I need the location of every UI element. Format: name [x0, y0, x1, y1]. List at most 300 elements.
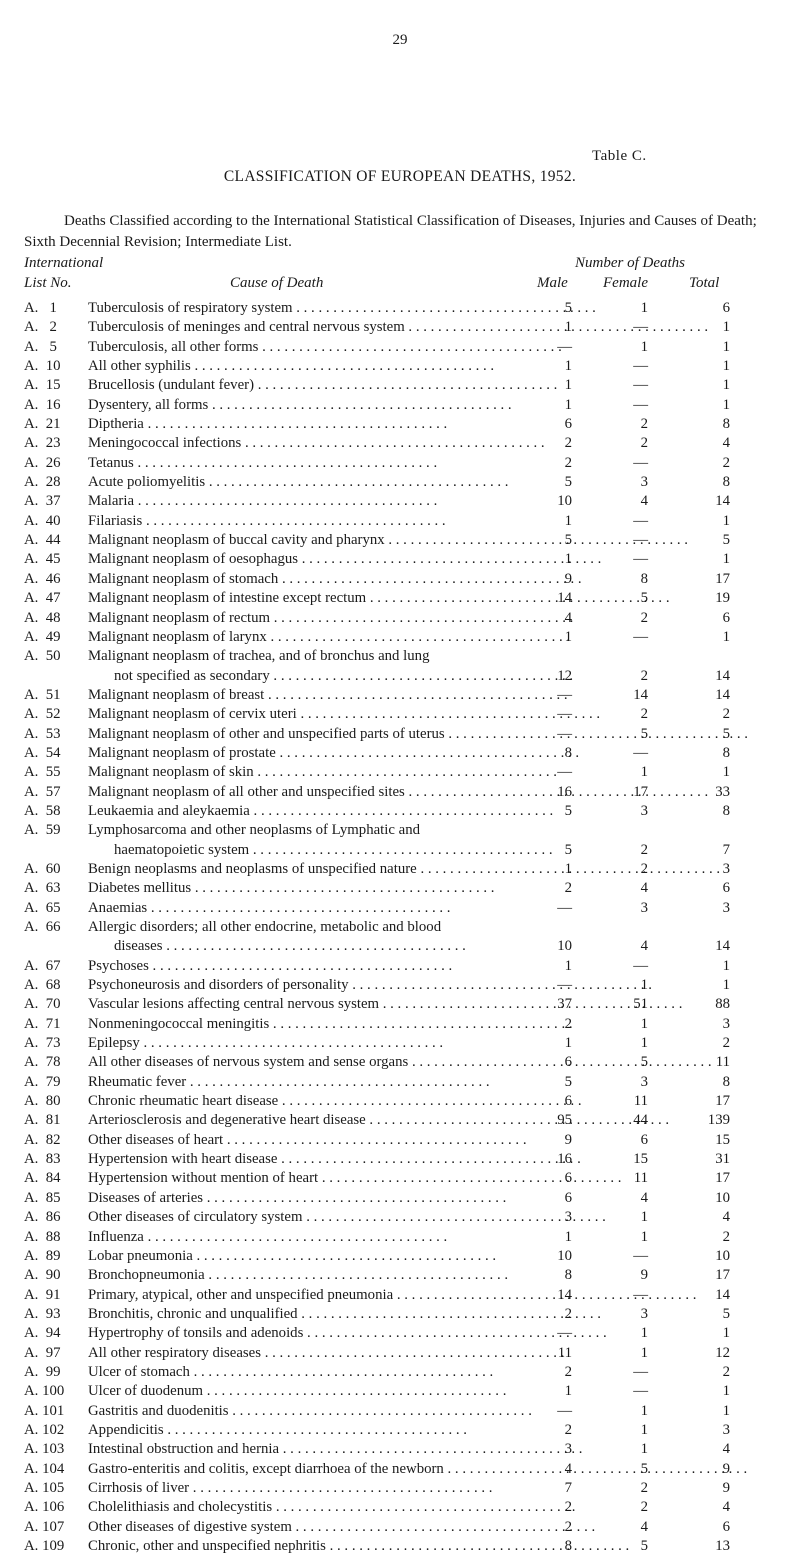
cause-of-death	[88, 628, 548, 647]
cause-text: Rheumatic fever . . .	[88, 1074, 490, 1090]
cause-of-death	[88, 434, 548, 453]
female-count: 5	[640, 590, 648, 607]
female-count: —	[633, 628, 648, 645]
female-count: 51	[633, 996, 648, 1013]
table-row	[0, 1034, 800, 1053]
cause-text: Allergic disorders; all other endocrine, metabolic and blood	[88, 919, 442, 935]
table-row	[0, 995, 800, 1014]
total-count: 5	[722, 725, 730, 742]
male-count: 1	[564, 957, 572, 974]
cause-text: Nonmeningococcal meningitis . . .	[88, 1016, 573, 1032]
total-count: 8	[722, 1073, 730, 1090]
table-row	[0, 628, 800, 647]
total-count: 1	[722, 551, 730, 568]
table-row	[0, 1150, 800, 1169]
list-number: A. 90	[24, 1267, 61, 1284]
cause-of-death	[88, 976, 548, 995]
cause-of-death	[88, 570, 548, 589]
female-count: 2	[640, 416, 648, 433]
total-count: 4	[722, 1209, 730, 1226]
intro-paragraph: Deaths Classified according to the International Statistical Classification of Diseases, Injuries and Causes of Death; Sixth Decennial Revision; Intermediate List.	[24, 213, 757, 250]
cause-of-death	[88, 1537, 548, 1556]
female-count: —	[633, 512, 648, 529]
list-number: A. 57	[24, 783, 61, 800]
male-count: 1	[564, 358, 572, 375]
cause-text: Epilepsy . . .	[88, 1035, 443, 1051]
female-count: 1	[640, 1325, 648, 1342]
cause-text: Malignant neoplasm of larynx . . .	[88, 629, 570, 645]
male-count: 3	[564, 1441, 572, 1458]
total-count: 14	[715, 686, 730, 703]
cause-of-death	[88, 1150, 548, 1169]
total-count: 3	[722, 899, 730, 916]
total-count: 8	[722, 802, 730, 819]
cause-text: Intestinal obstruction and hernia . . .	[88, 1441, 582, 1457]
cause-text: Acute poliomyelitis . . .	[88, 474, 508, 490]
cause-text: Bronchitis, chronic and unqualified . . .	[88, 1306, 601, 1322]
cause-text: Tuberculosis, all other forms . . .	[88, 339, 562, 355]
cause-of-death	[88, 1382, 548, 1401]
table-row	[0, 1324, 800, 1343]
cause-of-death	[88, 899, 548, 918]
male-count: 9	[564, 570, 572, 587]
cause-of-death	[88, 589, 548, 608]
table-row	[0, 783, 800, 802]
male-count: 14	[557, 590, 572, 607]
table-row	[0, 1402, 800, 1421]
table-row	[0, 1189, 800, 1208]
male-count: 2	[564, 454, 572, 471]
female-count: 4	[640, 1518, 648, 1535]
female-count: —	[633, 1383, 648, 1400]
total-count: 2	[722, 706, 730, 723]
list-number: A. 80	[24, 1093, 61, 1110]
total-count: 7	[722, 841, 730, 858]
list-number: A. 37	[24, 493, 61, 510]
female-count: —	[633, 319, 648, 336]
male-count: 1	[564, 628, 572, 645]
list-number: A. 40	[24, 512, 61, 529]
header-male: Male	[537, 275, 568, 291]
cause-of-death	[88, 473, 548, 492]
table-row	[0, 1092, 800, 1111]
male-count: —	[557, 338, 572, 355]
page-number: 29	[392, 32, 408, 48]
total-count: 1	[722, 396, 730, 413]
list-number: A. 103	[24, 1441, 65, 1458]
cause-of-death	[88, 686, 548, 705]
list-number: A. 104	[24, 1460, 65, 1477]
total-count: 17	[715, 1170, 730, 1187]
cause-text: Meningococcal infections . . .	[88, 435, 545, 451]
cause-text: Chronic, other and unspecified nephritis . . .	[88, 1538, 629, 1554]
male-count: 1	[564, 377, 572, 394]
cause-of-death	[88, 957, 548, 976]
cause-text: Malignant neoplasm of rectum . . .	[88, 610, 573, 626]
cause-text: Hypertension with heart disease . . .	[88, 1151, 581, 1167]
cause-of-death	[88, 1286, 548, 1305]
cause-of-death	[88, 357, 548, 376]
table-row	[0, 1537, 800, 1556]
female-count: 1	[640, 1228, 648, 1245]
header-cause: Cause of Death	[230, 275, 324, 291]
female-count: 1	[640, 1441, 648, 1458]
male-count: 6	[564, 1093, 572, 1110]
cause-text: Ulcer of stomach . . .	[88, 1364, 493, 1380]
cause-text: Appendicitis . . .	[88, 1422, 467, 1438]
list-number: A. 15	[24, 377, 61, 394]
total-count: 14	[715, 493, 730, 510]
cause-of-death	[88, 1518, 548, 1537]
female-count: 6	[640, 1131, 648, 1148]
table-row	[0, 434, 800, 453]
female-count: 3	[640, 802, 648, 819]
cause-of-death	[88, 995, 548, 1014]
cause-of-death	[88, 705, 548, 724]
total-count: 17	[715, 1093, 730, 1110]
male-count: 5	[564, 300, 572, 316]
total-count: 3	[722, 860, 730, 877]
cause-of-death	[88, 492, 548, 511]
cause-text: Influenza . . .	[88, 1229, 447, 1245]
cause-text: Gastritis and duodenitis . . .	[88, 1403, 532, 1419]
list-number: A. 68	[24, 977, 61, 994]
list-number: A. 2	[24, 319, 57, 336]
table-row	[0, 1363, 800, 1382]
total-count: 11	[715, 1054, 730, 1071]
list-number: A. 23	[24, 435, 61, 452]
female-count: —	[633, 551, 648, 568]
cause-of-death	[88, 802, 548, 821]
cause-of-death	[88, 1111, 548, 1130]
list-number: A. 60	[24, 860, 61, 877]
male-count: 1	[564, 1228, 572, 1245]
cause-text: Malignant neoplasm of cervix uteri . . .	[88, 706, 600, 722]
female-count: —	[633, 377, 648, 394]
male-count: 7	[564, 1479, 572, 1496]
list-number: A. 79	[24, 1073, 61, 1090]
cause-of-death	[88, 531, 548, 550]
table-row	[0, 1421, 800, 1440]
female-count: 2	[640, 706, 648, 723]
table-row	[0, 1518, 800, 1537]
cause-text: Primary, atypical, other and unspecified pneumonia . . .	[88, 1287, 697, 1303]
male-count: 9	[564, 1131, 572, 1148]
total-count: 8	[722, 744, 730, 761]
female-count: 1	[640, 1209, 648, 1226]
list-number: A. 106	[24, 1499, 65, 1516]
male-count: —	[557, 764, 572, 781]
total-count: 17	[715, 570, 730, 587]
list-number: A. 1	[24, 300, 57, 316]
cause-text: Bronchopneumonia . . .	[88, 1267, 508, 1283]
cause-of-death	[88, 1305, 548, 1324]
cause-of-death	[88, 918, 548, 955]
male-count: 8	[564, 1538, 572, 1554]
header-intl-line1: International	[24, 255, 104, 271]
total-count: 3	[722, 1015, 730, 1032]
female-count: 2	[640, 1499, 648, 1516]
female-count: 2	[640, 1479, 648, 1496]
female-count: 11	[633, 1093, 648, 1110]
list-number: A. 91	[24, 1286, 61, 1303]
female-count: —	[633, 396, 648, 413]
male-count: 1	[564, 860, 572, 877]
cause-text: Gastro-enteritis and colitis, except diarrhoea of the newborn . . .	[88, 1461, 747, 1477]
female-count: 15	[633, 1151, 648, 1168]
total-count: 1	[722, 1402, 730, 1419]
table-row	[0, 879, 800, 898]
cause-text: Cirrhosis of liver . . .	[88, 1480, 492, 1496]
table-row	[0, 860, 800, 879]
total-count: 2	[722, 1228, 730, 1245]
total-count: 3	[722, 1421, 730, 1438]
list-number: A. 16	[24, 396, 61, 413]
cause-of-death	[88, 860, 548, 879]
total-count: 6	[722, 1518, 730, 1535]
table-row	[0, 376, 800, 395]
table-row	[0, 550, 800, 569]
cause-text-continued: not specified as secondary . . .	[114, 667, 548, 686]
total-count: 15	[715, 1131, 730, 1148]
table-row	[0, 899, 800, 918]
female-count: 11	[633, 1170, 648, 1187]
list-number: A. 55	[24, 764, 61, 781]
female-count: —	[633, 744, 648, 761]
cause-of-death	[88, 512, 548, 531]
cause-text: Malignant neoplasm of skin . . .	[88, 764, 557, 780]
male-count: 1	[564, 396, 572, 413]
total-count: 8	[722, 416, 730, 433]
list-number: A. 48	[24, 609, 61, 626]
total-count: 31	[715, 1151, 730, 1168]
female-count: 1	[640, 1402, 648, 1419]
male-count: 2	[564, 1305, 572, 1322]
male-count: 1	[564, 1035, 572, 1052]
table-row	[0, 1073, 800, 1092]
cause-of-death	[88, 1034, 548, 1053]
female-count: 2	[640, 435, 648, 452]
table-label: Table C.	[592, 148, 647, 164]
list-number: A. 101	[24, 1402, 65, 1419]
male-count: 4	[564, 1460, 572, 1477]
table-row	[0, 338, 800, 357]
female-count: 5	[640, 1054, 648, 1071]
cause-of-death	[88, 1228, 548, 1247]
cause-of-death	[88, 1421, 548, 1440]
list-number: A. 81	[24, 1112, 61, 1129]
list-number: A. 71	[24, 1015, 61, 1032]
female-count: 3	[640, 474, 648, 491]
table-row	[0, 1247, 800, 1266]
female-count: 44	[633, 1112, 648, 1129]
cause-text: Malignant neoplasm of breast . . .	[88, 687, 568, 703]
header-intl-line2: List No.	[24, 275, 72, 291]
cause-of-death	[88, 879, 548, 898]
male-count: 4	[564, 609, 572, 626]
cause-text: Psychoneurosis and disorders of personality . . .	[88, 977, 652, 993]
total-count: 6	[722, 300, 730, 316]
list-number: A. 54	[24, 744, 61, 761]
cause-text: Hypertrophy of tonsils and adenoids . . .	[88, 1325, 607, 1341]
table-row	[0, 1053, 800, 1072]
male-count: 16	[557, 783, 572, 800]
female-count: 1	[640, 1015, 648, 1032]
cause-of-death	[88, 396, 548, 415]
male-count: 2	[564, 1363, 572, 1380]
female-count: 4	[640, 1189, 648, 1206]
cause-text-continued: haematopoietic system . . .	[114, 841, 548, 860]
male-count: —	[557, 899, 572, 916]
list-number: A. 51	[24, 686, 61, 703]
table-row	[0, 1479, 800, 1498]
list-number: A. 97	[24, 1344, 61, 1361]
total-count: 1	[722, 512, 730, 529]
table-row	[0, 918, 800, 957]
cause-text: Arteriosclerosis and degenerative heart disease . . .	[88, 1112, 669, 1128]
female-count: 4	[640, 493, 648, 510]
cause-text: Chronic rheumatic heart disease . . .	[88, 1093, 582, 1109]
female-count: 9	[640, 1267, 648, 1284]
female-count: 1	[640, 1421, 648, 1438]
table-row	[0, 512, 800, 531]
total-count: 33	[715, 783, 730, 800]
list-number: A. 5	[24, 338, 57, 355]
male-count: 5	[564, 1073, 572, 1090]
cause-of-death	[88, 1247, 548, 1266]
table-row	[0, 744, 800, 763]
total-count: 2	[722, 1035, 730, 1052]
table-row	[0, 1208, 800, 1227]
table-row	[0, 1305, 800, 1324]
male-count: —	[557, 706, 572, 723]
list-number: A. 66	[24, 919, 61, 935]
cause-of-death	[88, 338, 548, 357]
cause-text: Cholelithiasis and cholecystitis . . .	[88, 1499, 575, 1515]
total-count: 14	[715, 667, 730, 684]
total-count: 4	[722, 1499, 730, 1516]
total-count: 14	[715, 938, 730, 955]
table-row	[0, 763, 800, 782]
table-row	[0, 396, 800, 415]
list-number: A. 105	[24, 1479, 65, 1496]
total-count: 88	[715, 996, 730, 1013]
male-count: 2	[564, 1518, 572, 1535]
cause-of-death	[88, 318, 548, 337]
total-count: 1	[722, 1325, 730, 1342]
list-number: A. 44	[24, 532, 61, 549]
cause-of-death	[88, 1015, 548, 1034]
cause-of-death	[88, 454, 548, 473]
list-number: A. 100	[24, 1383, 65, 1400]
list-number: A. 46	[24, 570, 61, 587]
table-row	[0, 725, 800, 744]
table-row	[0, 1344, 800, 1363]
male-count: 2	[564, 1015, 572, 1032]
cause-text: Malignant neoplasm of oesophagus . . .	[88, 551, 601, 567]
male-count: 10	[557, 1247, 572, 1264]
table-row	[0, 976, 800, 995]
male-count: 10	[557, 493, 572, 510]
total-count: 6	[722, 880, 730, 897]
table-row	[0, 570, 800, 589]
female-count: 1	[640, 764, 648, 781]
table-row	[0, 1131, 800, 1150]
total-count: 14	[715, 1286, 730, 1303]
list-number: A. 21	[24, 416, 61, 433]
cause-text: Psychoses . . .	[88, 958, 452, 974]
male-count: —	[557, 725, 572, 742]
list-number: A. 83	[24, 1151, 61, 1168]
cause-text: Brucellosis (undulant fever) . . .	[88, 377, 557, 393]
cause-text: All other respiratory diseases . . .	[88, 1345, 564, 1361]
male-count: 1	[564, 512, 572, 529]
male-count: 37	[557, 996, 572, 1013]
male-count: 2	[564, 435, 572, 452]
female-count: 3	[640, 899, 648, 916]
female-count: —	[633, 1286, 648, 1303]
table-row	[0, 318, 800, 337]
table-row	[0, 1382, 800, 1401]
table-row	[0, 1228, 800, 1247]
female-count: 4	[640, 938, 648, 955]
female-count: —	[633, 454, 648, 471]
list-number: A. 84	[24, 1170, 61, 1187]
cause-of-death	[88, 1169, 548, 1188]
female-count: 1	[640, 1035, 648, 1052]
table-row	[0, 957, 800, 976]
list-number: A. 85	[24, 1189, 61, 1206]
female-count: 1	[640, 1344, 648, 1361]
female-count: 3	[640, 1305, 648, 1322]
table-row	[0, 1266, 800, 1285]
cause-text: Other diseases of circulatory system . . .	[88, 1209, 606, 1225]
table-row	[0, 299, 800, 318]
total-count: 1	[722, 358, 730, 375]
table-row	[0, 454, 800, 473]
list-number: A. 109	[24, 1538, 65, 1554]
cause-text: Tetanus . . .	[88, 455, 437, 471]
list-number: A. 78	[24, 1054, 61, 1071]
male-count: —	[557, 977, 572, 994]
cause-of-death	[88, 1266, 548, 1285]
cause-text: Filariasis . . .	[88, 513, 446, 529]
total-count: 19	[715, 590, 730, 607]
total-count: 1	[722, 1383, 730, 1400]
list-number: A. 99	[24, 1363, 61, 1380]
female-count: 1	[640, 977, 648, 994]
table-row	[0, 821, 800, 860]
cause-of-death	[88, 1402, 548, 1421]
list-number: A. 89	[24, 1247, 61, 1264]
cause-text: Diabetes mellitus . . .	[88, 880, 495, 896]
female-count: —	[633, 957, 648, 974]
cause-text: Lymphosarcoma and other neoplasms of Lymphatic and	[88, 822, 421, 839]
male-count: —	[557, 1402, 572, 1419]
table-row	[0, 357, 800, 376]
female-count: 14	[633, 686, 648, 703]
list-number: A. 65	[24, 899, 61, 916]
table-row	[0, 415, 800, 434]
male-count: 95	[557, 1112, 572, 1129]
female-count: 5	[640, 1538, 648, 1554]
page-title: CLASSIFICATION OF EUROPEAN DEATHS, 1952.	[223, 168, 577, 185]
total-count: 6	[722, 609, 730, 626]
cause-of-death	[88, 821, 548, 858]
total-count: 5	[722, 532, 730, 549]
cause-text: Other diseases of heart . . .	[88, 1132, 527, 1148]
male-count: 12	[557, 667, 572, 684]
